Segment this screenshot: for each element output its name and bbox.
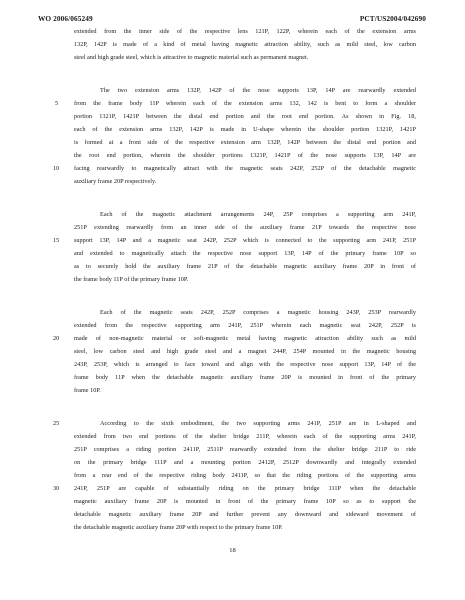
page-number: 18 [229, 547, 236, 554]
text-line: 251P extending rearwardly from an inner side of the auxiliary frame 21P towards the respective nose [74, 224, 416, 231]
text-line: frame 10P. [74, 387, 101, 394]
text-line: 241P, 251P are capable of substantially riding on the primary bridge 111P when the detachable [74, 485, 416, 492]
text-line: steel, low carbon steel and high grade steel and a magnet 244P, 254P mounted in the magnetic housing [74, 348, 416, 355]
text-line: The two extension arms 132P, 142P of the nose supports 13P, 14P are rearwardly extended [100, 87, 416, 94]
text-line: 132P, 142P is made of a kind of metal having magnetic attraction ability, such as mild steel, low carbon [74, 41, 416, 48]
publication-number: WO 2006/065249 [38, 14, 93, 23]
text-line: as to securely hold the auxiliary frame 21P of the detachable magnetic auxiliary frame 20P in front of [74, 263, 416, 270]
text-line: from a rear end of the respective riding body 2411P, so that the riding portions of the supporting arms [74, 472, 416, 479]
text-line: frame body 11P when the detachable magnetic auxiliary frame 20P is mounted in front of the primary [74, 374, 416, 381]
text-line: extended from the respective supporting arm 241P, 251P wherein each magnetic seat 242P, 252P is [74, 322, 416, 329]
text-line: support 13P, 14P and a magnetic seat 242P, 252P which is connected to the supporting arm 241P, 251P [74, 237, 416, 244]
line-number: 10 [53, 165, 60, 172]
text-line: extended from the inner side of the respective lens 121P, 122P, wherein each of the extension arms [74, 28, 416, 35]
text-line: each of the extension arms 132P, 142P is made in U-shape wherein the shoulder portion 1321P, 1421P [74, 126, 416, 133]
text-line: on the primary bridge 111P and a mounting portion 2412P, 2512P downwardly and integrally extended [74, 459, 416, 466]
line-number: 20 [53, 335, 60, 342]
line-number: 30 [53, 485, 60, 492]
text-line: According to the sixth embodiment, the two supporting arms 241P, 251P are in L-shaped and [100, 420, 416, 427]
text-line: portion 1321P, 1421P between the distal end portion and the root end portion. As shown in Fig. 18, [74, 113, 416, 120]
text-line: the detachable magnetic auxiliary frame 20P with respect to the primary frame 10P. [74, 524, 283, 531]
text-line: auxiliary frame 20P respectively. [74, 178, 157, 185]
text-line: facing rearwardly to magnetically attract with the magnetic seats 242P, 252P of the detachable magnetic [74, 165, 416, 172]
text-line: from the frame body 11P wherein each of the extension arms 132, 142 is bent to form a shoulder [74, 100, 416, 107]
text-line: 251P comprises a riding portion 2411P, 2511P rearwardly extended from the shelter bridge 211P to ride [74, 446, 416, 453]
text-line: Each of the magnetic seats 242P, 252P comprises a magnetic housing 243P, 253P rearwardly [100, 309, 416, 316]
text-line: detachable magnetic auxiliary frame 20P and further prevent any downward and sideward movement of [74, 511, 416, 518]
text-line: the frame body 11P of the primary frame 10P. [74, 276, 189, 283]
text-line: extended from two end portions of the shelter bridge 211P, wherein each of the supporting arms 241P, [74, 433, 416, 440]
text-line: magnetic auxiliary frame 20P is mounted in front of the primary frame 10P so as to support the [74, 498, 416, 505]
text-line: is formed at a front side of the respective extension arm 132P, 142P between the distal end portion and [74, 139, 416, 146]
text-line: Each of the magnetic attachment arrangements 24P, 25P comprises a supporting arm 241P, [100, 211, 416, 218]
text-line: steel and high grade steel, which is attractive to magnetic material such as permanent magnet. [74, 54, 309, 61]
line-number: 25 [53, 420, 60, 427]
text-line: and extended to magnetically attach the respective nose support 13P, 14P of the primary frame 10P so [74, 250, 416, 257]
application-number: PCT/US2004/042690 [359, 14, 426, 23]
line-number: 15 [53, 237, 60, 244]
text-line: the root end portion, wherein the shoulder portions 1321P, 1421P of the nose supports 13P, 14P are [74, 152, 416, 159]
text-line: 243P, 253P, which is arranged to face toward and align with the respective nose support 13P, 14P of the [74, 361, 416, 368]
text-line: made of non-magnetic material or soft-magnetic metal having magnetic attraction ability such as mild [74, 335, 416, 342]
line-number: 5 [55, 100, 59, 107]
